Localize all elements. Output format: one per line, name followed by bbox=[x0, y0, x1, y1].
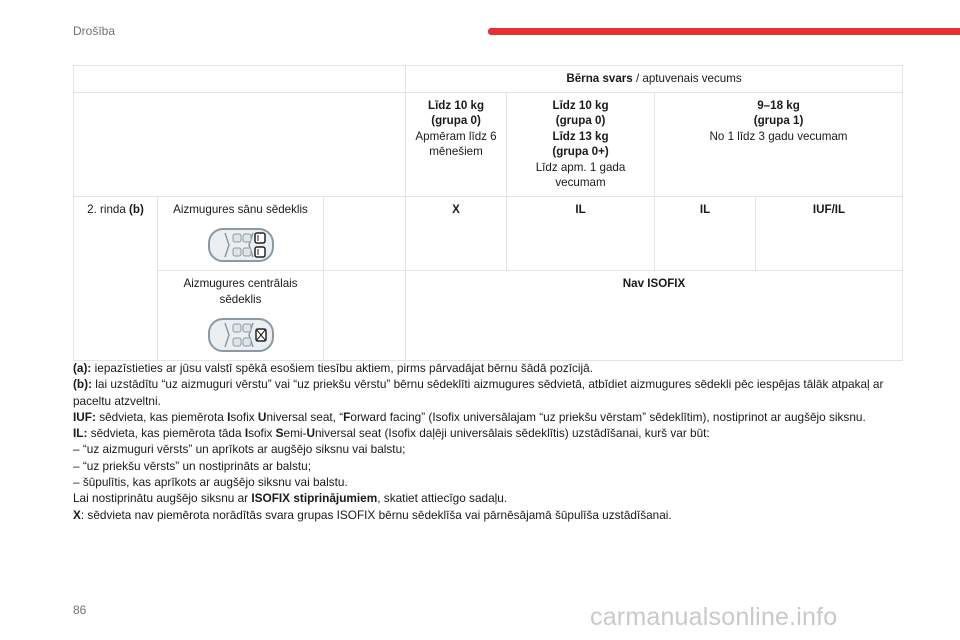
group-age: No 1 līdz 3 gadu vecumam bbox=[709, 129, 848, 143]
weight-group-0 bbox=[406, 92, 507, 196]
note-letter: F bbox=[343, 409, 351, 424]
note-key: (b): bbox=[73, 377, 92, 392]
center-seat-cell bbox=[158, 271, 324, 361]
note-text: sēdvieta, kas piemērota bbox=[95, 409, 228, 424]
note-text: orward facing” (Isofix universālajam “uz priekšu vērstam” sēdeklītim), nostiprinot ar augšējo siksnu. bbox=[350, 409, 866, 424]
footnotes bbox=[73, 360, 908, 523]
group-name: (grupa 0) bbox=[431, 114, 481, 127]
note-text: lai uzstādītu “uz aizmuguri vērstu” vai “uz priekšu vērstu” bērnu sēdeklīti aizmugures sēdvietā, atbīdiet aizmugures sēdekli pēc iespējas tālāk atpakaļ ar paceltu atzveltni. bbox=[73, 377, 884, 408]
row-label: 2. rinda bbox=[87, 202, 130, 216]
note-text: emi- bbox=[283, 426, 307, 441]
note-iuf bbox=[73, 409, 908, 425]
note-text: sēdvieta, kas piemērota tāda bbox=[87, 426, 245, 441]
empty-header-cell-2 bbox=[74, 92, 406, 196]
note-isofix bbox=[73, 490, 908, 506]
center-seat-label: Aizmugures centrālais sēdeklis bbox=[183, 277, 298, 306]
car-center-seat-icon bbox=[207, 315, 275, 355]
note-text: iepazīstieties ar jūsu valstī spēkā esošiem tiesību aktiem, pirms pārvadājat bērnu šādā pozīcijā. bbox=[91, 361, 593, 375]
note-key: X bbox=[73, 507, 81, 522]
note-text: , skatiet attiecīgo sadaļu. bbox=[377, 491, 508, 506]
spacer-cell-2 bbox=[324, 271, 406, 361]
empty-header-cell bbox=[74, 66, 406, 93]
header-accent-bar bbox=[488, 28, 960, 35]
watermark: carmanualsonline.info bbox=[590, 603, 838, 631]
group-name: (grupa 1) bbox=[753, 114, 804, 127]
weight-header bbox=[406, 66, 903, 93]
note-bold: ISOFIX stiprinājumiem bbox=[251, 491, 378, 506]
side-seat-label: Aizmugures sānu sēdeklis bbox=[173, 202, 308, 216]
note-dash-1: – “uz aizmuguri vērsts” un aprīkots ar augšējo siksnu vai balstu; bbox=[73, 442, 406, 457]
note-letter: U bbox=[257, 409, 267, 424]
side-seat-value-group1a: IL bbox=[655, 196, 756, 271]
weight-header-bold: Bērna svars bbox=[566, 72, 633, 85]
note-dash-2: – “uz priekšu vērsts” un nostiprināts ar balstu; bbox=[73, 458, 312, 473]
note-key: IUF: bbox=[73, 409, 96, 424]
group-weight: Līdz 10 kg bbox=[552, 98, 609, 112]
note-text: niversal seat (Isofix daļēji universālais sēdeklītis) uzstādīšanai, kurš var būt: bbox=[314, 426, 710, 441]
weight-header-rest: / aptuvenais vecums bbox=[632, 72, 742, 85]
note-letter: S bbox=[275, 426, 284, 441]
note-key: IL: bbox=[73, 426, 88, 441]
note-a bbox=[73, 360, 908, 376]
group-weight-2: Līdz 13 kg bbox=[552, 129, 609, 143]
weight-group-1 bbox=[655, 92, 903, 196]
note-x bbox=[73, 507, 908, 523]
spacer-cell bbox=[324, 196, 406, 271]
note-letter: I bbox=[244, 426, 249, 441]
note-text: niversal seat, “ bbox=[266, 409, 344, 424]
note-il bbox=[73, 425, 908, 441]
note-text: : sēdvieta nav piemērota norādītās svara grupas ISOFIX bērnu sēdeklīša vai pārnēsājamā šūpulīša uzstādīšanai. bbox=[80, 507, 672, 522]
weight-group-0plus bbox=[507, 92, 655, 196]
note-letter: U bbox=[306, 426, 315, 441]
group-weight: Līdz 10 kg bbox=[427, 98, 485, 112]
row-label-note: (b) bbox=[129, 202, 144, 216]
side-seat-cell bbox=[158, 196, 324, 271]
group-name-2: (grupa 0+) bbox=[552, 145, 609, 158]
group-name: (grupa 0) bbox=[555, 114, 606, 127]
group-age: Līdz apm. 1 gada vecumam bbox=[535, 160, 626, 189]
note-text: Lai nostiprinātu augšējo siksnu ar bbox=[73, 491, 252, 506]
isofix-table bbox=[73, 65, 903, 361]
note-letter: I bbox=[227, 409, 231, 424]
group-age: Apmēram līdz 6 mēnešiem bbox=[415, 129, 497, 158]
side-seat-value-group0plus: IL bbox=[507, 196, 655, 271]
row-label-cell bbox=[74, 196, 158, 361]
note-text: sofix bbox=[230, 409, 258, 424]
section-title: Drošība bbox=[73, 24, 116, 38]
note-b bbox=[73, 376, 908, 409]
center-seat-value: Nav ISOFIX bbox=[406, 271, 903, 361]
side-seat-value-group1b: IUF/IL bbox=[756, 196, 903, 271]
note-text: sofix bbox=[248, 426, 276, 441]
page-number: 86 bbox=[73, 603, 87, 617]
note-dash-3: – šūpulītis, kas aprīkots ar augšējo siksnu vai balstu. bbox=[73, 475, 348, 490]
note-key: (a): bbox=[73, 361, 92, 375]
car-side-seats-icon bbox=[207, 225, 275, 265]
side-seat-value-group0: X bbox=[406, 196, 507, 271]
group-weight: 9–18 kg bbox=[757, 98, 800, 112]
